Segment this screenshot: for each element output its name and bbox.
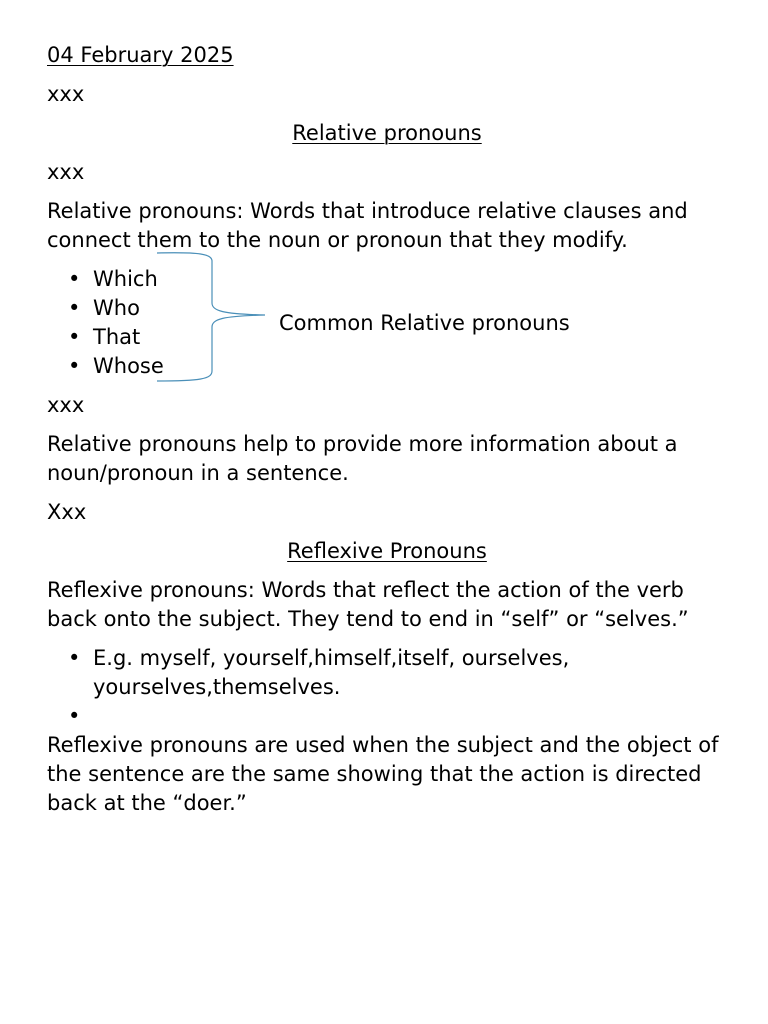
document-page <box>47 41 727 828</box>
brace-label: Common Relative pronouns <box>279 311 570 335</box>
list-item-text: Who <box>93 296 140 320</box>
separator-line: xxx <box>47 393 85 417</box>
bullet-icon: • <box>68 646 81 670</box>
list-item <box>47 352 727 381</box>
list-item-text: That <box>93 325 141 349</box>
heading-text: Relative pronouns <box>292 121 482 145</box>
separator-line: Xxx <box>47 500 87 524</box>
bullet-icon: • <box>68 267 81 291</box>
list-item <box>47 265 727 294</box>
separator-line: xxx <box>47 160 85 184</box>
list-item-text: Whose <box>93 354 164 378</box>
list-item <box>47 702 727 731</box>
reflexive-example-list <box>47 644 727 731</box>
bullet-icon: • <box>68 704 81 728</box>
list-item-text: E.g. myself, yourself,himself,itself, ourselves, yourselves,themselves. <box>93 646 570 699</box>
relative-pronoun-list-block <box>47 265 727 381</box>
list-item-text: Which <box>93 267 158 291</box>
separator-line: xxx <box>47 82 85 106</box>
section-heading-relative <box>47 119 727 148</box>
relative-definition-paragraph: Relative pronouns: Words that introduce relative clauses and connect them to the noun or pronoun that they modify. <box>47 199 688 252</box>
heading-text: Reflexive Pronouns <box>287 539 487 563</box>
right-brace-icon <box>155 251 269 385</box>
date-line: 04 February 2025 <box>47 43 234 67</box>
bullet-icon: • <box>68 325 81 349</box>
reflexive-definition-paragraph: Reflexive pronouns: Words that reflect the action of the verb back onto the subject. They tend to end in “self” or “selves.” <box>47 578 689 631</box>
bullet-icon: • <box>68 296 81 320</box>
bullet-icon: • <box>68 354 81 378</box>
reflexive-usage-paragraph: Reflexive pronouns are used when the subject and the object of the sentence are the same showing that the action is directed back at the “doer.” <box>47 733 719 815</box>
section-heading-reflexive <box>47 537 727 566</box>
list-item <box>47 644 727 702</box>
relative-usage-paragraph: Relative pronouns help to provide more information about a noun/pronoun in a sentence. <box>47 432 678 485</box>
